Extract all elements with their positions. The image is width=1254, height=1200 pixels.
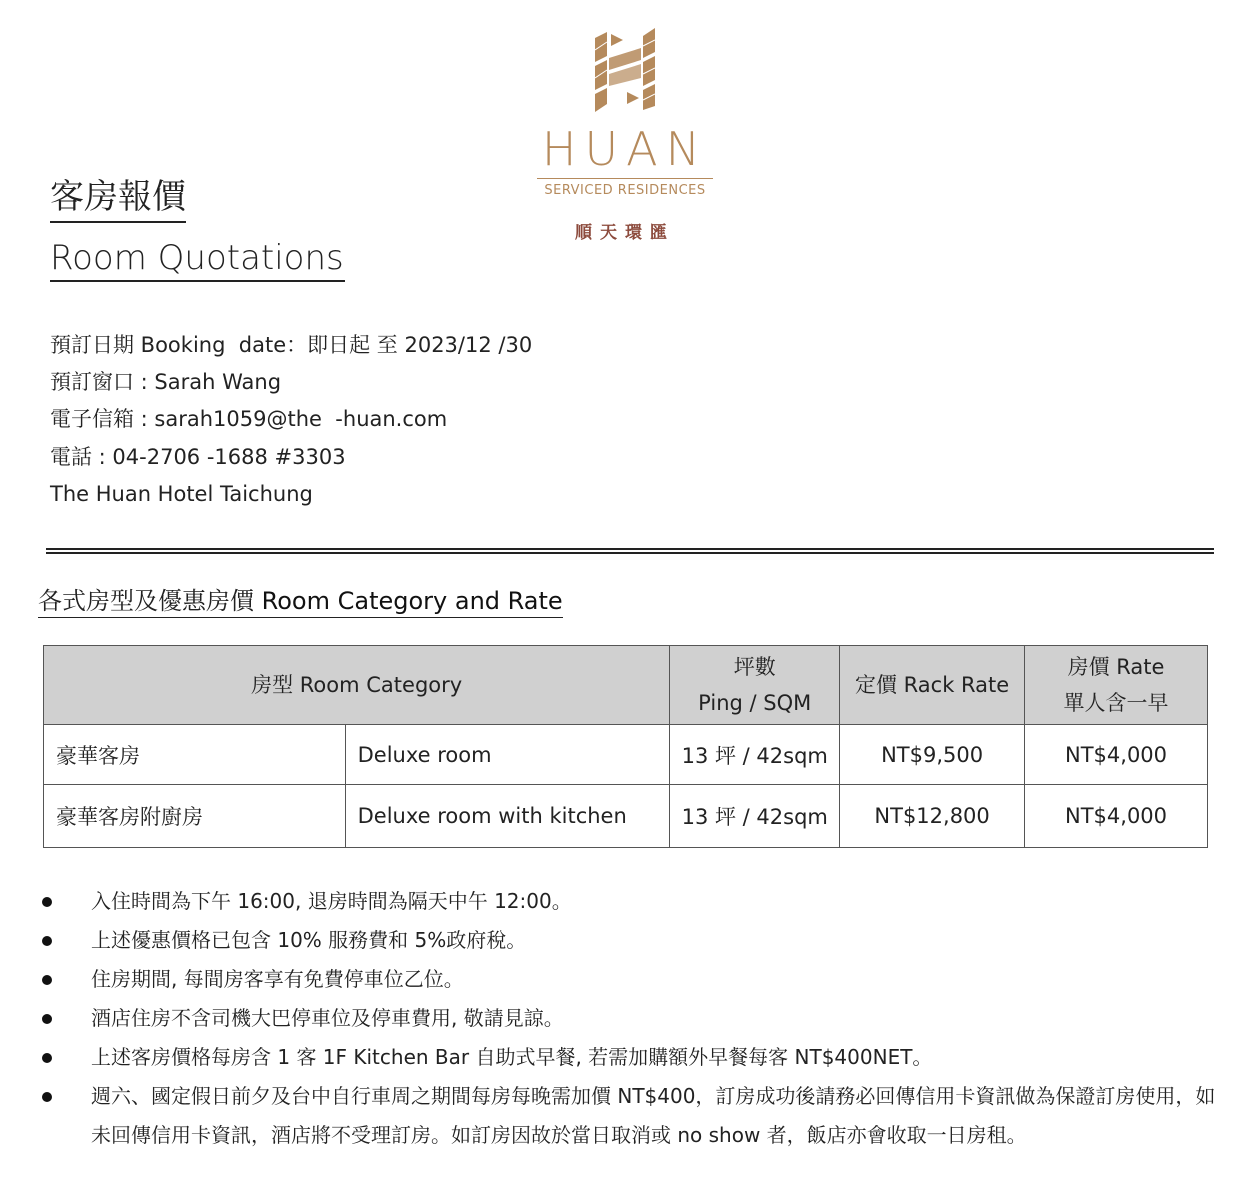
notes-list [0,882,1254,1155]
table-row [44,725,1208,785]
booking-date: 預訂日期 Booking date：即日起 至 2023/12 /30 [50,333,533,357]
room-rack-rate: NT$12,800 [840,785,1025,848]
note-text: 上述優惠價格已包含 10% 服務費和 5%政府稅。 [91,928,527,952]
section-divider [46,548,1214,554]
bullet-icon [42,897,52,907]
section-title-chinese: 各式房型及優惠房價 [38,587,262,615]
contact-phone: 電話 : 04-2706 -1688 #3303 [50,444,346,469]
note-text: 入住時間為下午 16:00, 退房時間為隔天中午 12:00。 [91,889,572,913]
room-size: 13 坪 / 42sqm [670,725,840,785]
list-item [0,882,1231,921]
logo-subtitle: SERVICED RESIDENCES [544,183,706,198]
note-text: 上述客房價格每房含 1 客 1F Kitchen Bar 自助式早餐, 若需加購額外早餐每客 NT$400NET。 [91,1045,933,1069]
room-rack-rate: NT$9,500 [840,725,1025,785]
contact-person: 預訂窗口 : Sarah Wang [50,370,282,395]
header-rate-note: 單人含一早 [1063,691,1169,715]
list-item [0,1038,1231,1077]
logo-chinese-name: 順天環匯 [575,223,675,243]
header-size-cn: 坪數 [733,655,776,679]
bullet-icon [42,1053,52,1063]
list-item [0,921,1231,960]
header-size [670,646,840,725]
header-size-en: Ping / SQM [698,691,812,715]
section-title [38,585,563,618]
logo-name: HUAN [541,122,709,176]
bullet-icon [42,1014,52,1024]
room-name-cn: 豪華客房 [44,725,346,785]
header-rate-title: 房價 Rate [1067,655,1165,679]
rate-table [43,645,1208,848]
header-rate [1025,646,1208,725]
contact-email[interactable]: 電子信箱 : sarah1059@the -huan.com [50,407,448,432]
list-item [0,960,1231,999]
logo-divider [537,178,713,179]
contact-info [50,327,532,513]
page-title-chinese: 客房報價 [50,175,186,223]
page-title-english: Room Quotations [50,236,345,282]
room-name-en: Deluxe room [345,725,670,785]
table-header-row [44,646,1208,725]
room-rate: NT$4,000 [1025,785,1208,848]
header-room-category: 房型 Room Category [44,646,670,725]
brand-logo [520,28,730,243]
bullet-icon [42,1092,52,1102]
h-monogram-icon [595,28,655,112]
table-row [44,785,1208,848]
note-text: 週六、國定假日前夕及台中自行車周之期間每房每晚需加價 NT$400，訂房成功後請務必回傳信用卡資訊做為保證訂房使用，如未回傳信用卡資訊，酒店將不受理訂房。如訂房因故於當日取消或 no show 者，飯店亦會收取一日房租。 [91,1084,1216,1147]
note-text: 住房期間, 每間房客享有免費停車位乙位。 [91,967,464,991]
bullet-icon [42,936,52,946]
bullet-icon [42,975,52,985]
list-item [0,999,1231,1038]
room-name-cn: 豪華客房附廚房 [44,785,346,848]
note-text: 酒店住房不含司機大巴停車位及停車費用, 敬請見諒。 [91,1006,564,1030]
header-rack-rate: 定價 Rack Rate [840,646,1025,725]
hotel-name: The Huan Hotel Taichung [50,481,313,506]
room-size: 13 坪 / 42sqm [670,785,840,848]
section-title-english: Room Category and Rate [261,587,563,615]
list-item [0,1077,1231,1155]
room-rate: NT$4,000 [1025,725,1208,785]
room-name-en: Deluxe room with kitchen [345,785,670,848]
